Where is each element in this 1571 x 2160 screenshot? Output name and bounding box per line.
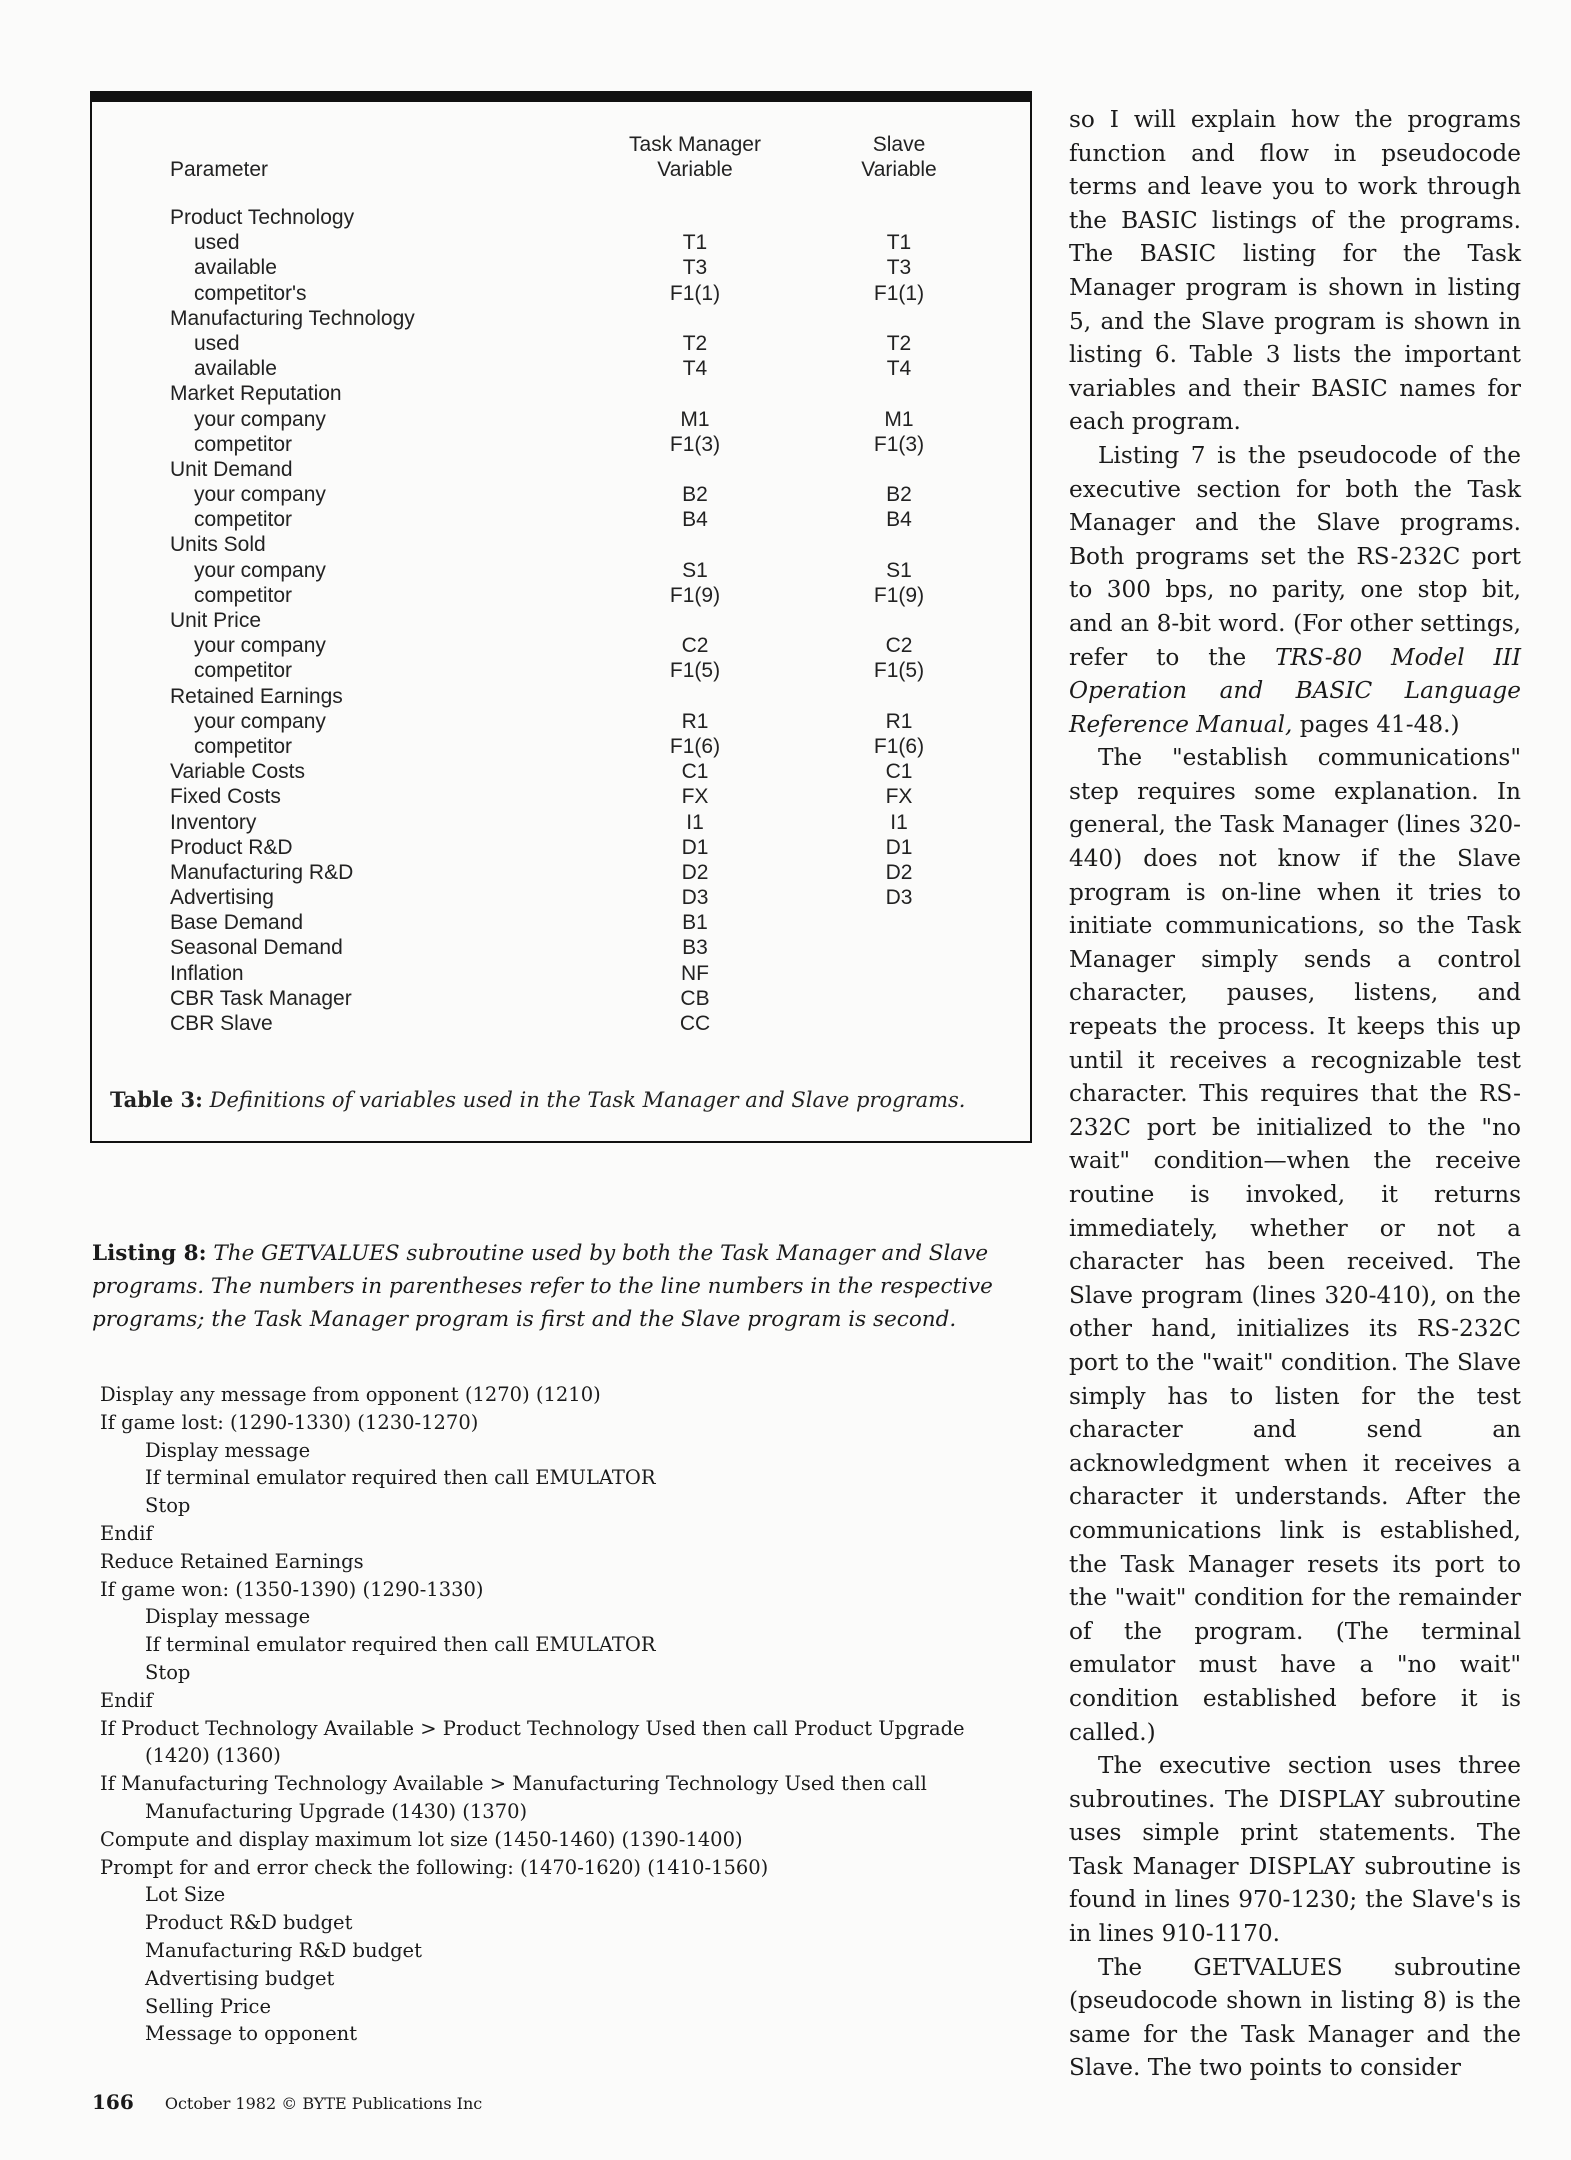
- row-task-manager-var: F1(9): [669, 583, 721, 607]
- listing-line: Stop: [145, 1494, 191, 1518]
- listing-line: Manufacturing Upgrade (1430) (1370): [145, 1799, 528, 1823]
- row-slave-var: D2: [885, 860, 913, 884]
- listing-line: If terminal emulator required then call EMULATOR: [145, 1466, 656, 1490]
- row-task-manager-var: T3: [682, 256, 708, 280]
- row-task-manager-var: I1: [686, 810, 704, 834]
- row-slave-var: T2: [886, 331, 912, 355]
- row-name: competitor: [194, 508, 293, 532]
- table-row: [92, 658, 1030, 683]
- row-slave-var: D3: [885, 886, 913, 910]
- listing-line: (1420) (1360): [145, 1744, 281, 1768]
- listing-line: If game lost: (1290-1330) (1230-1270): [100, 1410, 479, 1434]
- listing-8-pseudocode: [100, 1381, 1040, 2048]
- row-task-manager-var: S1: [682, 558, 708, 582]
- row-slave-var: T1: [886, 231, 912, 255]
- row-name: your company: [194, 483, 326, 507]
- table-row: [92, 432, 1030, 457]
- row-name: your company: [194, 634, 326, 658]
- listing-line: Endif: [100, 1521, 153, 1545]
- row-task-manager-var: C2: [681, 634, 709, 658]
- table-row: [92, 986, 1030, 1011]
- row-name: available: [194, 256, 277, 280]
- row-task-manager-var: F1(3): [669, 432, 721, 456]
- table-header: [92, 132, 1030, 192]
- table-row: [92, 935, 1030, 960]
- table-row: [92, 684, 1030, 709]
- listing-caption: Listing 8: The GETVALUES subroutine used by both the Task Manager and Slave programs. The numbers in parentheses refer to the line numbers in the respective programs; the Task Manager program is first and the Slave program is second.: [92, 1241, 993, 1332]
- header-task-manager: Task Manager Variable: [629, 133, 761, 181]
- row-name: Seasonal Demand: [170, 936, 343, 960]
- row-task-manager-var: D2: [681, 860, 709, 884]
- paragraph: The executive section uses three subroutines. The DISPLAY subroutine uses simple print statements. The Task Manager DISPLAY subroutine is found in lines 970-1230; the Slave's is in lines 910-1170.: [1069, 1752, 1521, 1948]
- table-row: [92, 281, 1030, 306]
- row-slave-var: I1: [890, 810, 908, 834]
- table-row: [92, 482, 1030, 507]
- row-slave-var: F1(1): [873, 281, 925, 305]
- row-name: Market Reputation: [170, 382, 342, 406]
- row-name: competitor: [194, 734, 293, 758]
- row-task-manager-var: D1: [681, 835, 709, 859]
- header-parameter: Parameter: [170, 158, 269, 181]
- row-task-manager-var: T2: [682, 331, 708, 355]
- table-row: [92, 1011, 1030, 1036]
- row-slave-var: B4: [886, 508, 912, 532]
- row-task-manager-var: C1: [681, 760, 709, 784]
- listing-line: If Product Technology Available > Product Technology Used then call Product Upgrade: [100, 1716, 965, 1740]
- row-name: Units Sold: [170, 533, 266, 557]
- page-number: 166: [92, 2090, 134, 2114]
- row-task-manager-var: F1(6): [669, 734, 721, 758]
- row-slave-var: R1: [885, 709, 913, 733]
- table-row: [92, 961, 1030, 986]
- table-row: [92, 230, 1030, 255]
- listing-line: Manufacturing R&D budget: [145, 1938, 422, 1962]
- table-row: [92, 356, 1030, 381]
- table-row: [92, 835, 1030, 860]
- table-row: [92, 381, 1030, 406]
- listing-line: Message to opponent: [145, 2022, 358, 2046]
- table-row: [92, 331, 1030, 356]
- row-task-manager-var: B1: [682, 911, 708, 935]
- table-row: [92, 759, 1030, 784]
- row-name: used: [194, 231, 240, 255]
- row-name: Inflation: [170, 961, 244, 985]
- row-name: Manufacturing R&D: [170, 860, 354, 884]
- table-body: [92, 205, 1030, 1036]
- row-slave-var: D1: [885, 835, 913, 859]
- article-column: [1069, 103, 1521, 2085]
- listing-line: Prompt for and error check the following: (1470-1620) (1410-1560): [100, 1855, 769, 1879]
- row-task-manager-var: F1(1): [669, 281, 721, 305]
- row-name: Unit Demand: [170, 457, 293, 481]
- row-task-manager-var: F1(5): [669, 659, 721, 683]
- row-slave-var: B2: [886, 483, 912, 507]
- row-name: competitor: [194, 432, 293, 456]
- table-row: [92, 205, 1030, 230]
- row-task-manager-var: FX: [681, 785, 709, 809]
- listing-line: Advertising budget: [145, 1966, 335, 1990]
- table-row: [92, 558, 1030, 583]
- table-caption: Table 3: Definitions of variables used in the Task Manager and Slave programs.: [110, 1087, 966, 1112]
- row-slave-var: S1: [886, 558, 912, 582]
- row-slave-var: C2: [885, 634, 913, 658]
- table-row: [92, 457, 1030, 482]
- row-name: Inventory: [170, 810, 257, 834]
- listing-line: Stop: [145, 1660, 191, 1684]
- page-footer: [92, 2090, 482, 2114]
- paragraph: The "establish communications" step requires some explanation. In general, the Task Manager (lines 320-440) does not know if the Slave program is on-line when it tries to initiate communications, so the Task Manager simply sends a control character, pauses, listens, and repeats the process. It keeps this up until it receives a recognizable test character. This requires that the RS-232C port be initialized to the "no wait" condition—when the receive routine is invoked, it returns immediately, whether or not a character has been received. The Slave program (lines 320-410), on the other hand, initializes its RS-232C port to the "wait" condition. The Slave simply has to listen for the test character and send an acknowledgment when it receives a character it understands. After the communications link is established, the Task Manager resets its port to the "wait" condition for the remainder of the program. (The terminal emulator must have a "no wait" condition established before it is called.): [1069, 744, 1521, 1746]
- table-row: [92, 532, 1030, 557]
- listing-line: Display message: [145, 1438, 311, 1462]
- row-task-manager-var: T1: [682, 231, 708, 255]
- table-3: [90, 91, 1032, 1143]
- row-slave-var: F1(9): [873, 583, 925, 607]
- row-name: competitor's: [194, 281, 307, 305]
- listing-line: Compute and display maximum lot size (1450-1460) (1390-1400): [100, 1827, 743, 1851]
- paragraph: Listing 7 is the pseudocode of the executive section for both the Task Manager and the Slave programs. Both programs set the RS-232C port to 300 bps, no parity, one stop bit, and an 8-bit word. (For other settings, refer to the TRS-80 Model III Operation and BASIC Language Reference Manual, pages 41-48.): [1069, 441, 1521, 738]
- table-row: [92, 784, 1030, 809]
- listing-line: If game won: (1350-1390) (1290-1330): [100, 1577, 484, 1601]
- row-name: available: [194, 357, 277, 381]
- table-row: [92, 507, 1030, 532]
- row-name: your company: [194, 407, 326, 431]
- row-task-manager-var: B3: [682, 936, 708, 960]
- row-task-manager-var: NF: [681, 961, 709, 985]
- row-name: Product R&D: [170, 835, 293, 859]
- row-name: Advertising: [170, 886, 274, 910]
- row-task-manager-var: M1: [680, 407, 710, 431]
- row-task-manager-var: D3: [681, 886, 709, 910]
- listing-line: Reduce Retained Earnings: [100, 1549, 364, 1573]
- table-row: [92, 583, 1030, 608]
- row-name: your company: [194, 558, 326, 582]
- row-name: competitor: [194, 659, 293, 683]
- header-slave: Slave Variable: [861, 133, 937, 181]
- row-name: CBR Task Manager: [170, 986, 352, 1010]
- footer-text: October 1982 © BYTE Publications Inc: [164, 2094, 483, 2113]
- row-name: Fixed Costs: [170, 785, 281, 809]
- row-slave-var: C1: [885, 760, 913, 784]
- row-slave-var: T3: [886, 256, 912, 280]
- row-name: Product Technology: [170, 206, 355, 229]
- listing-line: If Manufacturing Technology Available > Manufacturing Technology Used then call: [100, 1772, 927, 1796]
- table-row: [92, 885, 1030, 910]
- table-row: [92, 910, 1030, 935]
- row-task-manager-var: CC: [679, 1012, 711, 1035]
- listing-line: If terminal emulator required then call EMULATOR: [145, 1633, 656, 1657]
- listing-line: Selling Price: [145, 1994, 271, 2018]
- row-name: Manufacturing Technology: [170, 306, 415, 330]
- row-slave-var: M1: [884, 407, 914, 431]
- row-name: competitor: [194, 583, 293, 607]
- table-row: [92, 709, 1030, 734]
- row-slave-var: FX: [885, 785, 913, 809]
- row-task-manager-var: T4: [682, 357, 708, 381]
- paragraph: so I will explain how the programs function and flow in pseudocode terms and leave you to work through the BASIC listings of the programs. The BASIC listing for the Task Manager program is shown in listing 5, and the Slave program is shown in listing 6. Table 3 lists the important variables and their BASIC names for each program.: [1069, 106, 1521, 436]
- row-task-manager-var: B2: [682, 483, 708, 507]
- row-slave-var: F1(5): [873, 659, 925, 683]
- row-slave-var: F1(6): [873, 734, 925, 758]
- listing-line: Product R&D budget: [145, 1911, 353, 1935]
- listing-line: Lot Size: [145, 1883, 226, 1907]
- table-row: [92, 255, 1030, 280]
- table-row: [92, 810, 1030, 835]
- row-name: Retained Earnings: [170, 684, 343, 708]
- table-row: [92, 306, 1030, 331]
- table-row: [92, 633, 1030, 658]
- listing-line: Endif: [100, 1688, 153, 1712]
- row-slave-var: F1(3): [873, 432, 925, 456]
- paragraph: The GETVALUES subroutine (pseudocode shown in listing 8) is the same for the Task Manager and the Slave. The two points to consider: [1069, 1953, 1521, 2082]
- row-task-manager-var: CB: [680, 986, 710, 1010]
- table-row: [92, 734, 1030, 759]
- row-slave-var: T4: [886, 357, 912, 381]
- listing-line: Display any message from opponent (1270) (1210): [100, 1383, 601, 1406]
- row-name: CBR Slave: [170, 1012, 273, 1035]
- row-name: used: [194, 331, 240, 355]
- row-name: Unit Price: [170, 609, 262, 632]
- table-row: [92, 860, 1030, 885]
- row-name: your company: [194, 709, 326, 733]
- listing-line: Display message: [145, 1605, 311, 1629]
- row-task-manager-var: R1: [681, 709, 709, 733]
- row-name: Variable Costs: [170, 760, 306, 784]
- table-row: [92, 608, 1030, 633]
- row-task-manager-var: B4: [682, 508, 708, 532]
- table-row: [92, 407, 1030, 432]
- row-name: Base Demand: [170, 911, 304, 935]
